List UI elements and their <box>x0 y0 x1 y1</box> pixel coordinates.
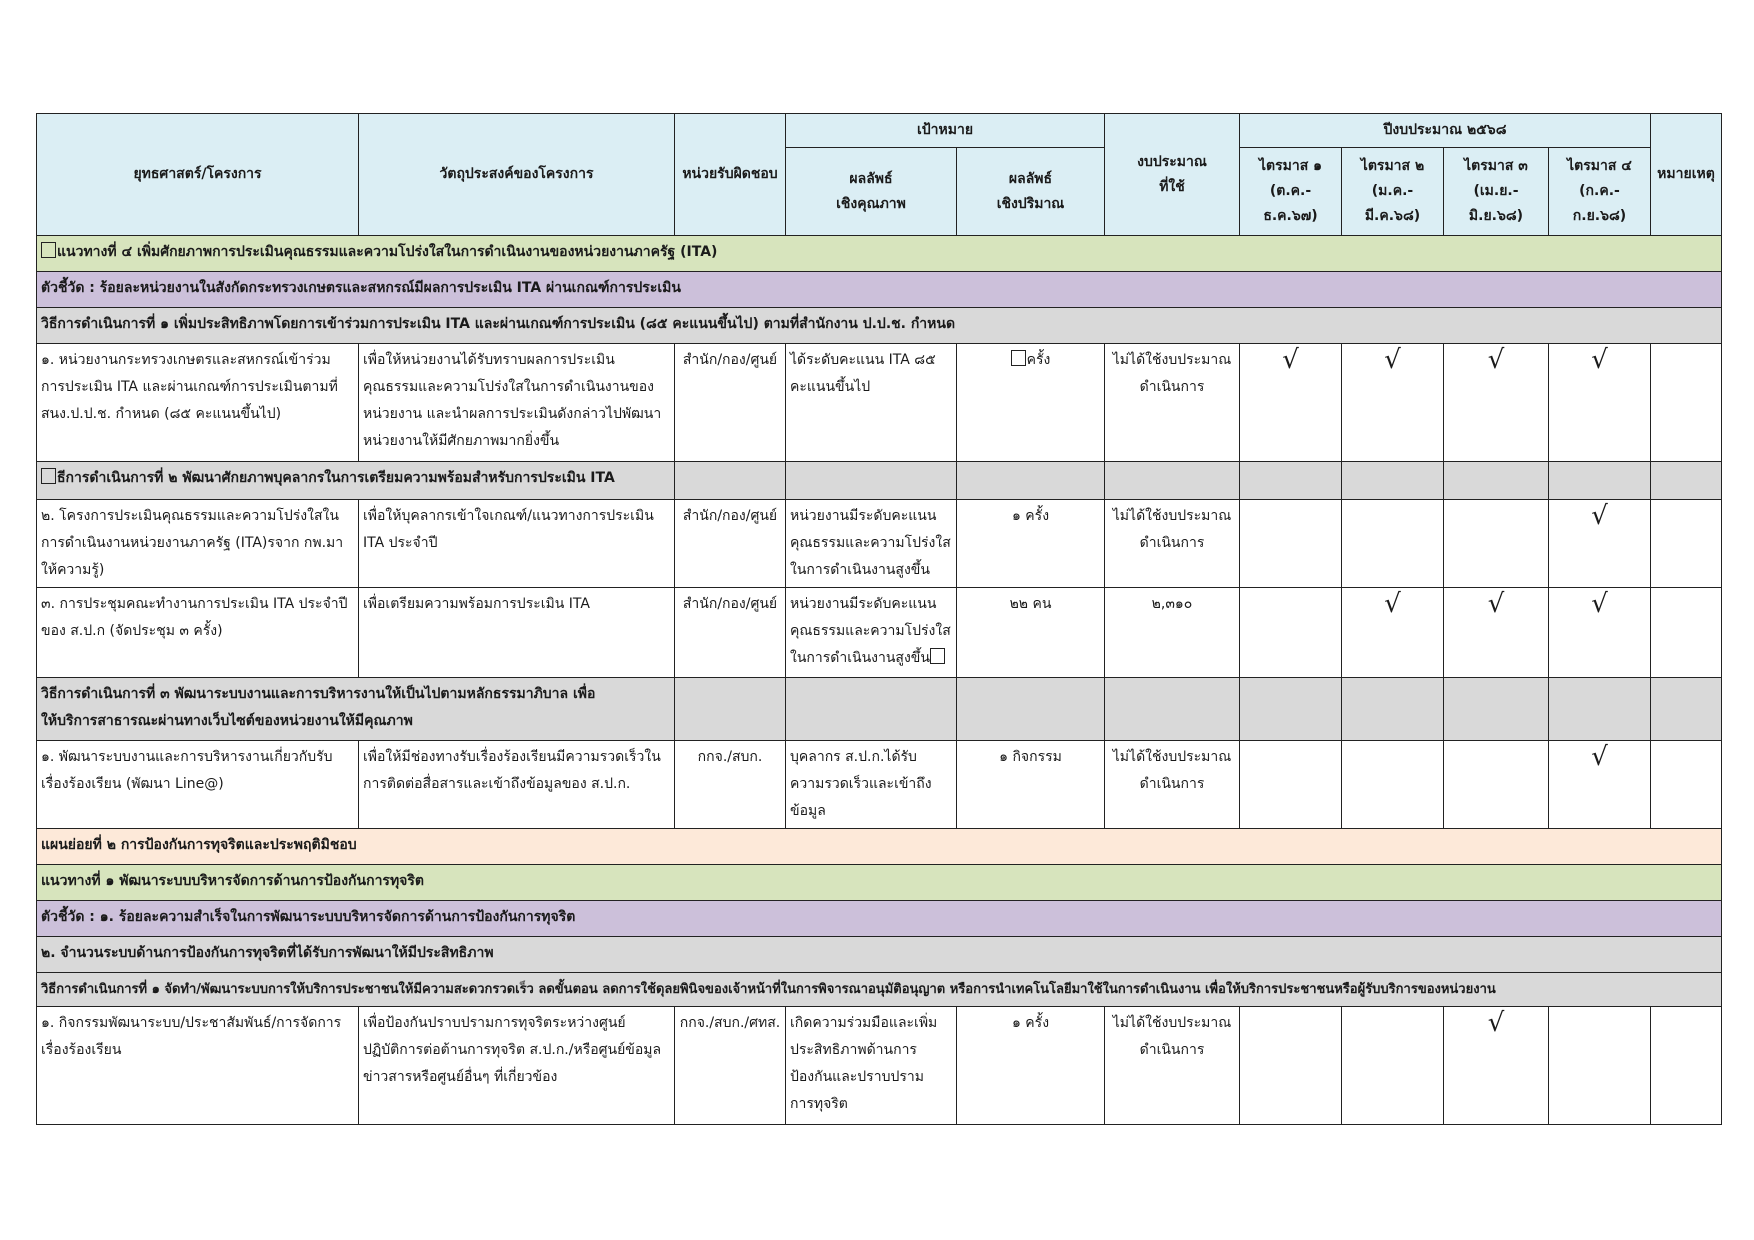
checkbox-glyph <box>41 242 56 258</box>
table-row <box>37 344 1722 462</box>
section-title: วิธีการดำเนินการที่ ๓ พัฒนาระบบงานและการบริหารงานให้เป็นไปตามหลักธรรมาภิบาล เพื่อ ให้บริการสาธารณะผ่านทางเว็บไซต์ของหน่วยงานให้มีคุณภาพ <box>37 678 675 741</box>
section-title: แผนย่อยที่ ๒ การป้องกันการทุจริตและประพฤติมิชอบ <box>37 829 1722 865</box>
section-title: วิธีการดำเนินการที่ ๑ จัดทำ/พัฒนาระบบการให้บริการประชาชนให้มีความสะดวกรวดเร็ว ลดขั้นตอน ลดการใช้ดุลยพินิจของเจ้าหน้าที่ในการพิจารณาอนุมัติอนุญาต หรือการนำเทคโนโลยีมาใช้ในการดำเนินงาน เพื่อให้บริการประชาชนหรือผู้รับบริการของหน่วยงาน <box>37 973 1722 1007</box>
responsible-unit: สำนัก/กอง/ศูนย์ <box>675 500 786 588</box>
header-fiscal-year: ปีงบประมาณ ๒๕๖๘ <box>1240 114 1651 148</box>
remark-cell <box>1651 741 1722 829</box>
project-objective: เพื่อป้องกันปราบปรามการทุจริตระหว่างศูนย์ ปฏิบัติการต่อต้านการทุจริต ส.ป.ก./หรือศูนย์ข้อมูล ข่าวสารหรือศูนย์อื่นๆ ที่เกี่ยวข้อง <box>359 1007 675 1125</box>
q3-check: √ <box>1444 344 1549 462</box>
section-row <box>37 308 1722 344</box>
header-budget: งบประมาณ ที่ใช้ <box>1105 114 1240 236</box>
responsible-unit: กกจ./สบก. <box>675 741 786 829</box>
section-row <box>37 462 1722 500</box>
table-row <box>37 500 1722 588</box>
q4-check: √ <box>1549 741 1651 829</box>
header-remark: หมายเหตุ <box>1651 114 1722 236</box>
section-row <box>37 937 1722 973</box>
section-title: แนวทางที่ ๔ เพิ่มศักยภาพการประเมินคุณธรรมและความโปร่งใสในการดำเนินงานของหน่วยงานภาครัฐ (ITA) <box>57 244 718 260</box>
remark-cell <box>1651 500 1722 588</box>
q2-check: √ <box>1342 344 1444 462</box>
quantitative-result: ๑ ครั้ง <box>957 500 1105 588</box>
header-q2: ไตรมาส ๒ (ม.ค.-มี.ค.๖๘) <box>1342 148 1444 236</box>
project-objective: เพื่อให้มีช่องทางรับเรื่องร้องเรียนมีความรวดเร็วใน การติดต่อสื่อสารและเข้าถึงข้อมูลของ ส.ป.ก. <box>359 741 675 829</box>
section-title: แนวทางที่ ๑ พัฒนาระบบบริหารจัดการด้านการป้องกันการทุจริต <box>37 865 1722 901</box>
header-q4: ไตรมาส ๔ (ก.ค.-ก.ย.๖๘) <box>1549 148 1651 236</box>
section-row <box>37 901 1722 937</box>
responsible-unit: สำนัก/กอง/ศูนย์ <box>675 344 786 462</box>
project-name: ๒. โครงการประเมินคุณธรรมและความโปร่งใสใน การดำเนินงานหน่วยงานภาครัฐ (ITA)รจาก กพ.มา ให้ความรู้) <box>37 500 359 588</box>
header-q1: ไตรมาส ๑ (ต.ค.-ธ.ค.๖๗) <box>1240 148 1342 236</box>
qualitative-result: บุคลากร ส.ป.ก.ได้รับ ความรวดเร็วและเข้าถึง ข้อมูล <box>786 741 957 829</box>
checkbox-glyph <box>41 468 56 484</box>
section-title: ตัวชี้วัด : ร้อยละหน่วยงานในสังกัดกระทรวงเกษตรและสหกรณ์มีผลการประเมิน ITA ผ่านเกณฑ์การประเมิน <box>37 272 1722 308</box>
table-row <box>37 741 1722 829</box>
qualitative-result: เกิดความร่วมมือและเพิ่ม ประสิทธิภาพด้านการ ป้องกันและปราบปราม การทุจริต <box>786 1007 957 1125</box>
section-row <box>37 678 1722 741</box>
qualitative-result: ได้ระดับคะแนน ITA ๘๕ คะแนนขึ้นไป <box>786 344 957 462</box>
quantitative-result: ๒๒ คน <box>957 588 1105 678</box>
qualitative-result: หน่วยงานมีระดับคะแนน คุณธรรมและความโปร่งใส ในการดำเนินงานสูงขึ้น <box>790 596 951 666</box>
q3-check: √ <box>1444 1007 1549 1125</box>
project-objective: เพื่อให้บุคลากรเข้าใจเกณฑ์/แนวทางการประเมิน ITA ประจำปี <box>359 500 675 588</box>
section-title: วิธีการดำเนินการที่ ๑ เพิ่มประสิทธิภาพโดยการเข้าร่วมการประเมิน ITA และผ่านเกณฑ์การประเมิน (๘๕ คะแนนขึ้นไป) ตามที่สำนักงาน ป.ป.ช. กำหนด <box>37 308 1722 344</box>
table-row <box>37 1007 1722 1125</box>
qualitative-result: หน่วยงานมีระดับคะแนน คุณธรรมและความโปร่งใส ในการดำเนินงานสูงขึ้น <box>786 500 957 588</box>
project-name: ๑. หน่วยงานกระทรวงเกษตรและสหกรณ์เข้าร่วม การประเมิน ITA และผ่านเกณฑ์การประเมินตามที่ สนง.ป.ป.ช. กำหนด (๘๕ คะแนนขึ้นไป) <box>37 344 359 462</box>
responsible-unit: สำนัก/กอง/ศูนย์ <box>675 588 786 678</box>
header-qualitative: ผลลัพธ์ เชิงคุณภาพ <box>786 148 957 236</box>
plan-table <box>36 113 1722 1125</box>
section-row <box>37 829 1722 865</box>
responsible-unit: กกจ./สบก./ศทส. <box>675 1007 786 1125</box>
q1-check: √ <box>1240 344 1342 462</box>
q4-check: √ <box>1549 500 1651 588</box>
checkbox-glyph <box>930 648 945 664</box>
section-row <box>37 272 1722 308</box>
section-title: ๒. จำนวนระบบด้านการป้องกันการทุจริตที่ได้รับการพัฒนาให้มีประสิทธิภาพ <box>37 937 1722 973</box>
project-name: ๑. กิจกรรมพัฒนาระบบ/ประชาสัมพันธ์/การจัดการ เรื่องร้องเรียน <box>37 1007 359 1125</box>
remark-cell <box>1651 344 1722 462</box>
budget: ๒,๓๑๐ <box>1105 588 1240 678</box>
quantitative-result: ๑ กิจกรรม <box>957 741 1105 829</box>
section-row <box>37 973 1722 1007</box>
header-responsible: หน่วยรับผิดชอบ <box>675 114 786 236</box>
budget: ไม่ได้ใช้งบประมาณ ดำเนินการ <box>1105 344 1240 462</box>
project-name: ๑. พัฒนาระบบงานและการบริหารงานเกี่ยวกับรับ เรื่องร้องเรียน (พัฒนา Line@) <box>37 741 359 829</box>
project-objective: เพื่อให้หน่วยงานได้รับทราบผลการประเมิน คุณธรรมและความโปร่งใสในการดำเนินงานของ หน่วยงาน และนำผลการประเมินดังกล่าวไปพัฒนา หน่วยงานให้มีศักยภาพมากยิ่งขึ้น <box>359 344 675 462</box>
q4-check: √ <box>1549 588 1651 678</box>
quantitative-result: ๑ ครั้ง <box>957 1007 1105 1125</box>
header-strategy: ยุทธศาสตร์/โครงการ <box>37 114 359 236</box>
q3-check: √ <box>1444 588 1549 678</box>
q4-check: √ <box>1549 344 1651 462</box>
project-objective: เพื่อเตรียมความพร้อมการประเมิน ITA <box>359 588 675 678</box>
quantitative-result: ครั้ง <box>1026 352 1051 368</box>
budget: ไม่ได้ใช้งบประมาณ ดำเนินการ <box>1105 500 1240 588</box>
header-target: เป้าหมาย <box>786 114 1105 148</box>
project-name: ๓. การประชุมคณะทำงานการประเมิน ITA ประจำปี ของ ส.ป.ก (จัดประชุม ๓ ครั้ง) <box>37 588 359 678</box>
checkbox-glyph <box>1011 350 1026 366</box>
remark-cell <box>1651 588 1722 678</box>
section-row <box>37 236 1722 272</box>
header-q3: ไตรมาส ๓ (เม.ย.-มิ.ย.๖๘) <box>1444 148 1549 236</box>
header-quantitative: ผลลัพธ์ เชิงปริมาณ <box>957 148 1105 236</box>
section-title: ธีการดำเนินการที่ ๒ พัฒนาศักยภาพบุคลากรในการเตรียมความพร้อมสำหรับการประเมิน ITA <box>57 470 615 486</box>
budget: ไม่ได้ใช้งบประมาณ ดำเนินการ <box>1105 1007 1240 1125</box>
table-row <box>37 588 1722 678</box>
q2-check: √ <box>1342 588 1444 678</box>
section-title: ตัวชี้วัด : ๑. ร้อยละความสำเร็จในการพัฒนาระบบบริหารจัดการด้านการป้องกันการทุจริต <box>37 901 1722 937</box>
budget: ไม่ได้ใช้งบประมาณ ดำเนินการ <box>1105 741 1240 829</box>
section-row <box>37 865 1722 901</box>
remark-cell <box>1651 1007 1722 1125</box>
header-objective: วัตถุประสงค์ของโครงการ <box>359 114 675 236</box>
